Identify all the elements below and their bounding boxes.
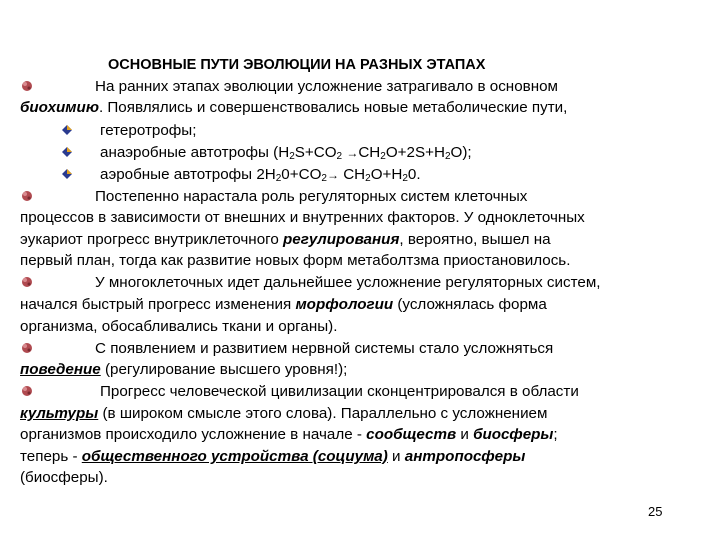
text: . Появлялись и совершенствовались новые метаболические пути, bbox=[98, 99, 568, 116]
text-line bbox=[95, 76, 558, 97]
text: (усложнялась форма bbox=[393, 296, 547, 313]
emphasis-culture: культуры bbox=[20, 405, 99, 422]
formula-line bbox=[100, 164, 421, 186]
flower-bullet-icon bbox=[21, 80, 33, 92]
text: анаэробные автотрофы (H bbox=[100, 144, 290, 161]
emphasis-biochemistry: биохимию bbox=[20, 99, 99, 116]
text-line bbox=[95, 338, 553, 359]
text: организмов происходило усложнение в начале - bbox=[20, 426, 367, 443]
flower-bullet-icon bbox=[21, 385, 33, 397]
text: (биосферы). bbox=[20, 469, 108, 486]
text: процессов в зависимости от внешних и внутренних факторов. У одноклеточных bbox=[20, 209, 585, 226]
text-line bbox=[20, 97, 567, 118]
text: O); bbox=[450, 144, 472, 161]
text: С появлением и развитием нервной системы стало усложняться bbox=[95, 340, 554, 357]
subscript: 2 bbox=[289, 151, 295, 162]
text-line bbox=[20, 250, 570, 271]
arrow: → bbox=[346, 146, 359, 160]
emphasis-social-structure: общественного устройства (социума) bbox=[81, 448, 388, 465]
arrow: → bbox=[326, 168, 339, 182]
flower-bullet-icon bbox=[21, 190, 33, 202]
subscript: 2 bbox=[321, 173, 327, 184]
text-line bbox=[20, 467, 108, 488]
subscript: 2 bbox=[275, 173, 282, 184]
text-line bbox=[20, 446, 525, 467]
page-number: 25 bbox=[648, 504, 663, 519]
subscript: 2 bbox=[365, 173, 371, 184]
text: 0+CO bbox=[281, 166, 322, 183]
text: первый план, тогда как развитие новых форм метаболтзма приостановилось. bbox=[20, 252, 571, 269]
text: На ранних этапах эволюции усложнение затрагивало в основном bbox=[95, 78, 558, 95]
diamond-bullet-icon bbox=[61, 146, 73, 158]
subscript: 2 bbox=[380, 151, 386, 162]
subscript: 2 bbox=[444, 151, 451, 162]
text: У многоклеточных идет дальнейшее усложнение регуляторных систем, bbox=[95, 274, 601, 291]
slide-title: ОСНОВНЫЕ ПУТИ ЭВОЛЮЦИИ НА РАЗНЫХ ЭТАПАХ bbox=[108, 57, 486, 73]
text-line bbox=[20, 424, 558, 445]
text-line bbox=[100, 120, 196, 141]
text: O+2S+H bbox=[385, 144, 445, 161]
text: и bbox=[387, 448, 405, 465]
text: , вероятно, вышел на bbox=[399, 231, 551, 248]
flower-bullet-icon bbox=[21, 276, 33, 288]
text-line bbox=[95, 272, 601, 293]
text: (в широком смысле этого слова). Параллельно с усложнением bbox=[98, 405, 548, 422]
text: CH bbox=[358, 144, 381, 161]
text: организма, обосабливались ткани и органы). bbox=[20, 318, 338, 335]
diamond-bullet-icon bbox=[61, 168, 73, 180]
text: начался быстрый прогресс изменения bbox=[20, 296, 296, 313]
text: гетеротрофы; bbox=[100, 122, 197, 139]
diamond-bullet-icon bbox=[61, 124, 73, 136]
emphasis-regulation: регулирования bbox=[283, 231, 400, 248]
text: Прогресс человеческой цивилизации сконцентрировался в области bbox=[100, 383, 579, 400]
text-line bbox=[20, 403, 547, 424]
text-line bbox=[95, 186, 527, 207]
text: аэробные автотрофы 2H bbox=[100, 166, 276, 183]
text-line bbox=[20, 359, 347, 380]
text-line bbox=[20, 207, 585, 228]
text: ; bbox=[553, 426, 558, 443]
emphasis-biosphere: биосферы bbox=[473, 426, 554, 443]
emphasis-communities: сообществ bbox=[366, 426, 457, 443]
text-line bbox=[100, 381, 579, 402]
text: теперь - bbox=[20, 448, 82, 465]
text: Постепенно нарастала роль регуляторных систем клеточных bbox=[95, 188, 528, 205]
text: S+CO bbox=[294, 144, 337, 161]
emphasis-anthroposphere: антропосферы bbox=[404, 448, 526, 465]
text: эукариот прогресс внутриклеточного bbox=[20, 231, 284, 248]
text: и bbox=[456, 426, 474, 443]
emphasis-behavior: поведение bbox=[20, 361, 101, 378]
text: CH bbox=[343, 166, 366, 183]
text-line bbox=[20, 316, 337, 337]
text-line bbox=[20, 229, 551, 250]
emphasis-morphology: морфологии bbox=[295, 296, 394, 313]
text: O+H bbox=[370, 166, 403, 183]
text-line bbox=[20, 294, 547, 315]
text: (регулирование высшего уровня!); bbox=[100, 361, 348, 378]
subscript: 2 bbox=[336, 151, 343, 162]
flower-bullet-icon bbox=[21, 342, 33, 354]
formula-line bbox=[100, 142, 472, 164]
text: 0. bbox=[407, 166, 421, 183]
subscript: 2 bbox=[402, 173, 408, 184]
